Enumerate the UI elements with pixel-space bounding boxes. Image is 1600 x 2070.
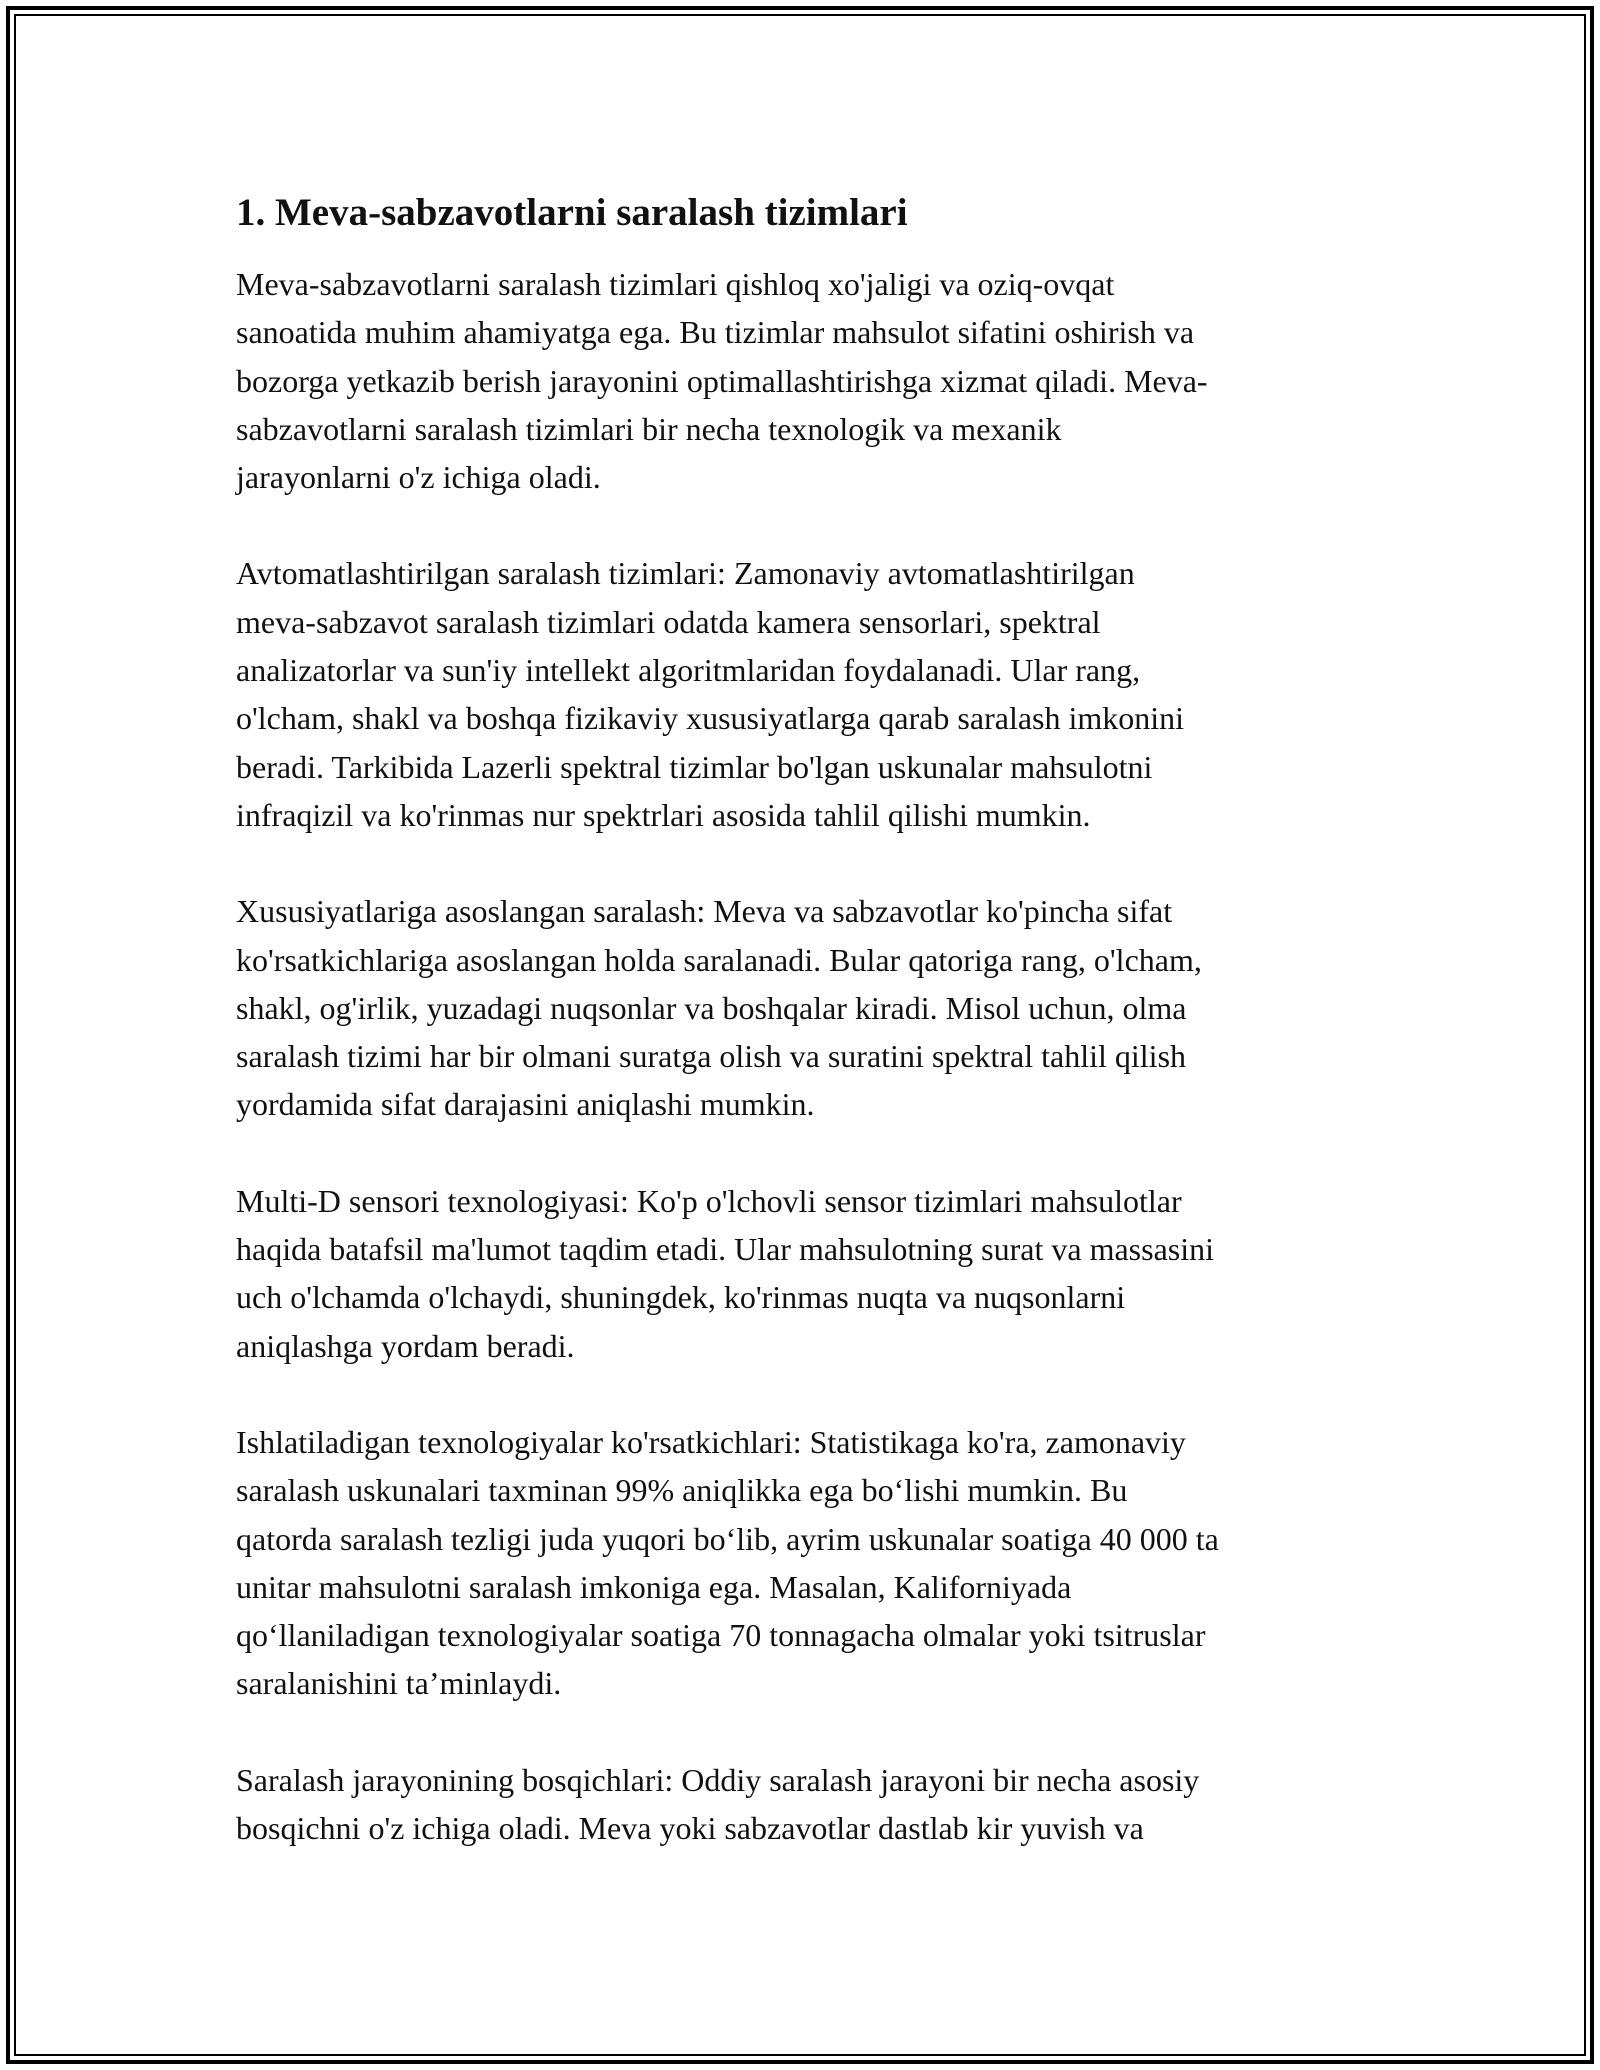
text-line: o'lcham, shakl va boshqa fizikaviy xususiyatlarga qarab saralash imkonini: [236, 700, 1185, 737]
text-line: Multi-D sensori texnologiyasi: Ko'p o'lchovli sensor tizimlari mahsulotlar: [236, 1182, 1182, 1219]
document-body: [236, 186, 1376, 1852]
text-line: Saralash jarayonining bosqichlari: Oddiy saralash jarayoni bir necha asosiy: [236, 1761, 1200, 1798]
text-line: saralash tizimi har bir olmani suratga olish va suratini spektral tahlil qilish: [236, 1038, 1187, 1075]
text-line: meva-sabzavot saralash tizimlari odatda kamera sensorlari, spektral: [236, 603, 1101, 640]
text-line: analizatorlar va sun'iy intellekt algoritmlaridan foydalanadi. Ular rang,: [236, 652, 1141, 689]
text-line: infraqizil va ko'rinmas nur spektrlari asosida tahlil qilishi mumkin.: [236, 796, 1091, 833]
text-line: bozorga yetkazib berish jarayonini optimallashtirishga xizmat qiladi. Meva-: [236, 362, 1208, 399]
text-line: ko'rsatkichlariga asoslangan holda saralanadi. Bular qatoriga rang, o'lcham,: [236, 941, 1202, 978]
text-line: haqida batafsil ma'lumot taqdim etadi. Ular mahsulotning surat va massasini: [236, 1231, 1214, 1268]
text-line: Meva-sabzavotlarni saralash tizimlari qishloq xo'jaligi va oziq-ovqat: [236, 266, 1115, 302]
text-line: saralanishini ta’minlaydi.: [236, 1665, 562, 1702]
text-line: Ishlatiladigan texnologiyalar ko'rsatkichlari: Statistikaga ko'ra, zamonaviy: [236, 1423, 1186, 1460]
text-line: saralash uskunalari taxminan 99% aniqlikka ega bo‘lishi mumkin. Bu: [236, 1472, 1128, 1509]
section-heading: 1. Meva-sabzavotlarni saralash tizimlari: [236, 191, 908, 234]
text-line: bosqichni o'z ichiga oladi. Meva yoki sabzavotlar dastlab kir yuvish va: [236, 1810, 1144, 1847]
text-line: shakl, og'irlik, yuzadagi nuqsonlar va boshqalar kiradi. Misol uchun, olma: [236, 989, 1187, 1026]
text-line: unitar mahsulotni saralash imkoniga ega. Masalan, Kaliforniyada: [236, 1568, 1072, 1605]
paragraph-automated-systems: [236, 549, 1376, 839]
paragraph-feature-based-sorting: [236, 887, 1376, 1128]
paragraph-technology-indicators: [236, 1418, 1376, 1708]
text-line: aniqlashga yordam beradi.: [236, 1327, 575, 1364]
text-line: Xususiyatlariga asoslangan saralash: Meva va sabzavotlar ko'pincha sifat: [236, 893, 1173, 930]
text-line: uch o'lchamda o'lchaydi, shuningdek, ko'rinmas nuqta va nuqsonlarni: [236, 1279, 1126, 1316]
text-line: sanoatida muhim ahamiyatga ega. Bu tizimlar mahsulot sifatini oshirish va: [236, 314, 1195, 351]
text-line: sabzavotlarni saralash tizimlari bir necha texnologik va mexanik: [236, 410, 1062, 447]
text-line: beradi. Tarkibida Lazerli spektral tizimlar bo'lgan uskunalar mahsulotni: [236, 748, 1153, 785]
text-line: qatorda saralash tezligi juda yuqori bo‘lib, ayrim uskunalar soatiga 40 000 ta: [236, 1520, 1219, 1557]
paragraph-intro: [236, 260, 1376, 501]
text-line: jarayonlarni o'z ichiga oladi.: [236, 459, 601, 496]
text-line: yordamida sifat darajasini aniqlashi mumkin.: [236, 1086, 815, 1123]
paragraph-multi-d-sensor: [236, 1177, 1376, 1370]
text-line: qo‘llaniladigan texnologiyalar soatiga 70 tonnagacha olmalar yoki tsitruslar: [236, 1617, 1206, 1654]
text-line: Avtomatlashtirilgan saralash tizimlari: Zamonaviy avtomatlashtirilgan: [236, 555, 1135, 592]
paragraph-sorting-stages: [236, 1756, 1376, 1853]
